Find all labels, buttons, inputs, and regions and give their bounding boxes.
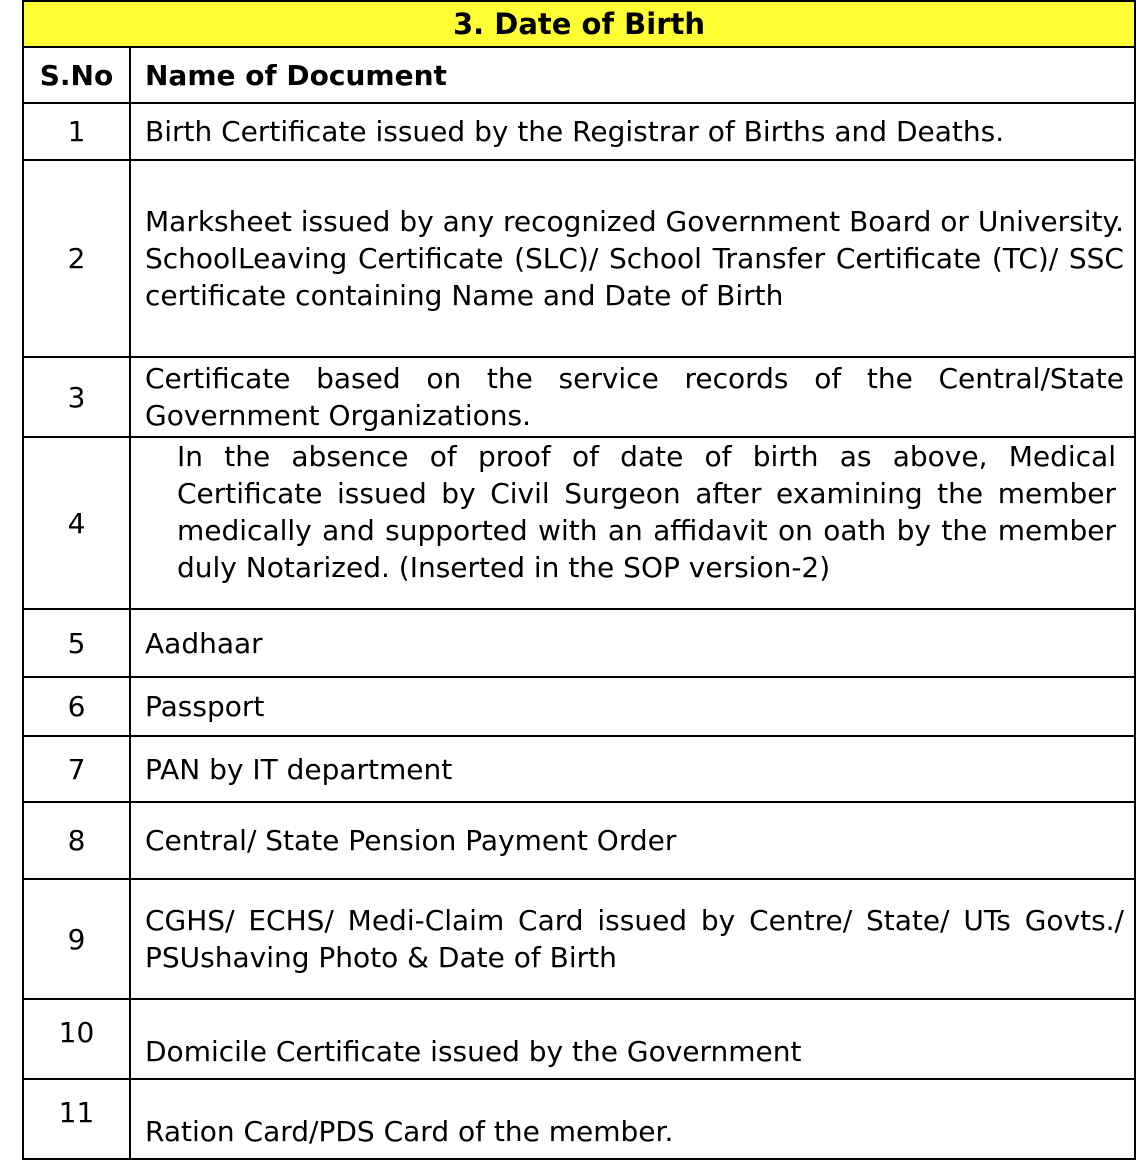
row-serial-number: 11 — [23, 1079, 130, 1159]
row-serial-number: 6 — [23, 677, 130, 736]
row-document-name: Certificate based on the service records of the Central/State Government Organizations. — [130, 357, 1135, 437]
row-document-name: Marksheet issued by any recognized Government Board or University. SchoolLeaving Certificate (SLC)/ School Transfer Certificate (TC)/ SSC certificate containing Name and Date of Birth — [130, 160, 1135, 357]
row-serial-number: 10 — [23, 999, 130, 1079]
row-serial-number: 7 — [23, 736, 130, 802]
table-row — [23, 879, 1135, 999]
row-serial-number: 2 — [23, 160, 130, 357]
row-document-name: PAN by IT department — [130, 736, 1135, 802]
row-serial-number: 9 — [23, 879, 130, 999]
row-serial-number: 8 — [23, 802, 130, 879]
table-row — [23, 802, 1135, 879]
row-document-name: In the absence of proof of date of birth as above, Medical Certificate issued by Civil Surgeon after examining the member medically and supported with an affidavit on oath by the member duly Notarized. (Inserted in the SOP version-2) — [130, 437, 1135, 609]
table-title: 3. Date of Birth — [23, 1, 1135, 47]
date-of-birth-documents-table — [22, 0, 1136, 1160]
row-document-name: Domicile Certificate issued by the Government — [130, 999, 1135, 1079]
table-row — [23, 609, 1135, 677]
document-column-header: Name of Document — [130, 47, 1135, 103]
table-row — [23, 999, 1135, 1079]
row-serial-number: 1 — [23, 103, 130, 160]
table-header-row — [23, 47, 1135, 103]
table-title-row — [23, 1, 1135, 47]
row-document-name: Aadhaar — [130, 609, 1135, 677]
sno-column-header: S.No — [23, 47, 130, 103]
table-row — [23, 1079, 1135, 1159]
row-document-name: Birth Certificate issued by the Registrar of Births and Deaths. — [130, 103, 1135, 160]
row-document-name: Ration Card/PDS Card of the member. — [130, 1079, 1135, 1159]
table-row — [23, 437, 1135, 609]
table-row — [23, 103, 1135, 160]
row-serial-number: 5 — [23, 609, 130, 677]
row-serial-number: 3 — [23, 357, 130, 437]
table-row — [23, 357, 1135, 437]
table-row — [23, 736, 1135, 802]
table-row — [23, 677, 1135, 736]
row-serial-number: 4 — [23, 437, 130, 609]
table-row — [23, 160, 1135, 357]
row-document-name: CGHS/ ECHS/ Medi-Claim Card issued by Centre/ State/ UTs Govts./ PSUshaving Photo & Date of Birth — [130, 879, 1135, 999]
row-document-name: Passport — [130, 677, 1135, 736]
row-document-name: Central/ State Pension Payment Order — [130, 802, 1135, 879]
